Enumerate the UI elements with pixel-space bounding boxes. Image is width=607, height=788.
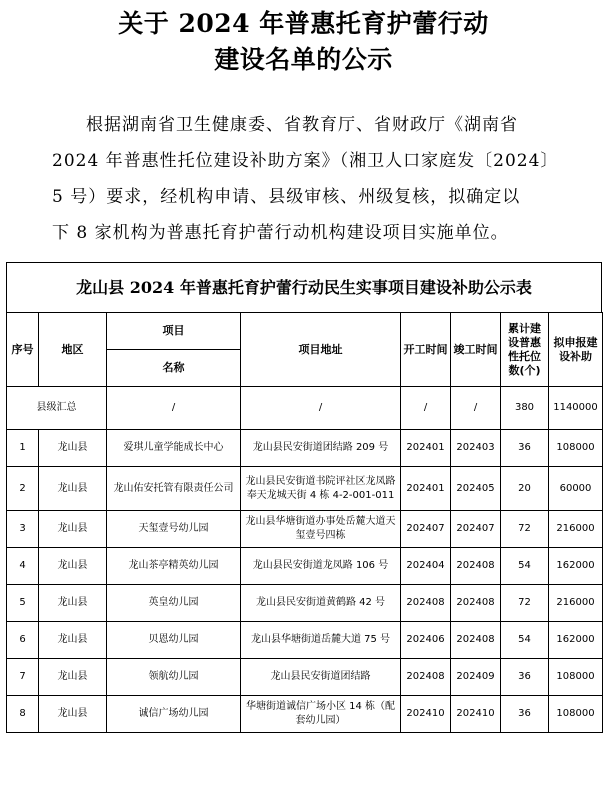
cell-end: 202408 [451, 622, 501, 659]
header-address: 项目地址 [241, 313, 401, 387]
table-row [7, 659, 603, 696]
cell-address: 龙山县华塘街道办事处岳麓大道天玺壹号四栋 [241, 511, 401, 548]
cell-start: 202408 [401, 585, 451, 622]
subsidy-table-container [6, 262, 602, 733]
cell-slots: 36 [501, 430, 549, 467]
header-district: 地区 [39, 313, 107, 387]
summary-address: / [241, 387, 401, 430]
summary-start: / [401, 387, 451, 430]
header-end: 竣工时间 [451, 313, 501, 387]
cell-district: 龙山县 [39, 511, 107, 548]
subsidy-table [6, 312, 603, 733]
cell-name: 诚信广场幼儿园 [107, 696, 241, 733]
cell-start: 202406 [401, 622, 451, 659]
table-row [7, 467, 603, 511]
document-title-line-1: 关于 2024 年普惠托育护蕾行动 [118, 9, 489, 38]
cell-slots: 36 [501, 659, 549, 696]
summary-slots: 380 [501, 387, 549, 430]
table-row [7, 511, 603, 548]
cell-end: 202407 [451, 511, 501, 548]
cell-end: 202410 [451, 696, 501, 733]
paragraph-line-3: 5 号）要求，经机构申请、县级审核、州级复核，拟确定以 [52, 187, 521, 207]
cell-district: 龙山县 [39, 548, 107, 585]
table-caption: 龙山县 2024 年普惠托育护蕾行动民生实事项目建设补助公示表 [6, 262, 602, 312]
paragraph-line-1: 根据湖南省卫生健康委、省教育厅、省财政厅《湖南省 [86, 115, 518, 135]
cell-seq: 2 [7, 467, 39, 511]
cell-name: 英皇幼儿园 [107, 585, 241, 622]
cell-subsidy: 216000 [549, 511, 603, 548]
cell-name: 爱琪儿童学能成长中心 [107, 430, 241, 467]
cell-district: 龙山县 [39, 585, 107, 622]
cell-seq: 1 [7, 430, 39, 467]
cell-district: 龙山县 [39, 622, 107, 659]
cell-start: 202407 [401, 511, 451, 548]
summary-end: / [451, 387, 501, 430]
cell-end: 202405 [451, 467, 501, 511]
table-row [7, 430, 603, 467]
cell-end: 202409 [451, 659, 501, 696]
cell-subsidy: 216000 [549, 585, 603, 622]
cell-name: 贝恩幼儿园 [107, 622, 241, 659]
cell-address: 龙山县民安街道团结路 209 号 [241, 430, 401, 467]
cell-start: 202410 [401, 696, 451, 733]
cell-address: 龙山县民安街道团结路 [241, 659, 401, 696]
cell-name: 龙山佑安托管有限责任公司 [107, 467, 241, 511]
cell-seq: 4 [7, 548, 39, 585]
cell-slots: 54 [501, 548, 549, 585]
cell-address: 龙山县民安街道书院评社区龙凤路奉天龙城天街 4 栋 4-2-001-011 [241, 467, 401, 511]
cell-start: 202408 [401, 659, 451, 696]
summary-subsidy: 1140000 [549, 387, 603, 430]
cell-slots: 36 [501, 696, 549, 733]
table-header-row [7, 313, 603, 350]
cell-name: 领航幼儿园 [107, 659, 241, 696]
document-title-line-2: 建设名单的公示 [214, 45, 393, 74]
cell-start: 202401 [401, 467, 451, 511]
cell-subsidy: 108000 [549, 696, 603, 733]
cell-slots: 20 [501, 467, 549, 511]
header-seq: 序号 [7, 313, 39, 387]
cell-seq: 7 [7, 659, 39, 696]
cell-end: 202408 [451, 585, 501, 622]
summary-name: / [107, 387, 241, 430]
cell-seq: 6 [7, 622, 39, 659]
cell-name: 龙山茶亭精英幼儿园 [107, 548, 241, 585]
cell-name: 天玺壹号幼儿园 [107, 511, 241, 548]
cell-subsidy: 108000 [549, 430, 603, 467]
cell-district: 龙山县 [39, 430, 107, 467]
cell-seq: 5 [7, 585, 39, 622]
cell-slots: 54 [501, 622, 549, 659]
table-row [7, 622, 603, 659]
header-name: 名称 [107, 350, 241, 387]
cell-district: 龙山县 [39, 659, 107, 696]
cell-seq: 3 [7, 511, 39, 548]
paragraph-line-2: 2024 年普惠性托位建设补助方案》（湘卫人口家庭发〔2024〕 [52, 151, 559, 171]
cell-seq: 8 [7, 696, 39, 733]
table-row [7, 696, 603, 733]
cell-start: 202401 [401, 430, 451, 467]
header-subsidy: 拟申报建设补助 [549, 313, 603, 387]
cell-slots: 72 [501, 585, 549, 622]
cell-subsidy: 108000 [549, 659, 603, 696]
cell-subsidy: 162000 [549, 622, 603, 659]
cell-subsidy: 162000 [549, 548, 603, 585]
cell-subsidy: 60000 [549, 467, 603, 511]
table-row [7, 548, 603, 585]
summary-row [7, 387, 603, 430]
header-project: 项目 [107, 313, 241, 350]
table-row [7, 585, 603, 622]
cell-end: 202408 [451, 548, 501, 585]
summary-label: 县级汇总 [7, 387, 107, 430]
cell-address: 华塘街道诚信广场小区 14 栋（配套幼儿园） [241, 696, 401, 733]
cell-slots: 72 [501, 511, 549, 548]
cell-district: 龙山县 [39, 696, 107, 733]
cell-address: 龙山县民安街道龙凤路 106 号 [241, 548, 401, 585]
header-slots: 累计建设普惠性托位数(个) [501, 313, 549, 387]
cell-district: 龙山县 [39, 467, 107, 511]
cell-start: 202404 [401, 548, 451, 585]
cell-end: 202403 [451, 430, 501, 467]
paragraph-line-4: 下 8 家机构为普惠托育护蕾行动机构建设项目实施单位。 [52, 223, 509, 243]
header-start: 开工时间 [401, 313, 451, 387]
cell-address: 龙山县民安街道黄鹤路 42 号 [241, 585, 401, 622]
cell-address: 龙山县华塘街道岳麓大道 75 号 [241, 622, 401, 659]
